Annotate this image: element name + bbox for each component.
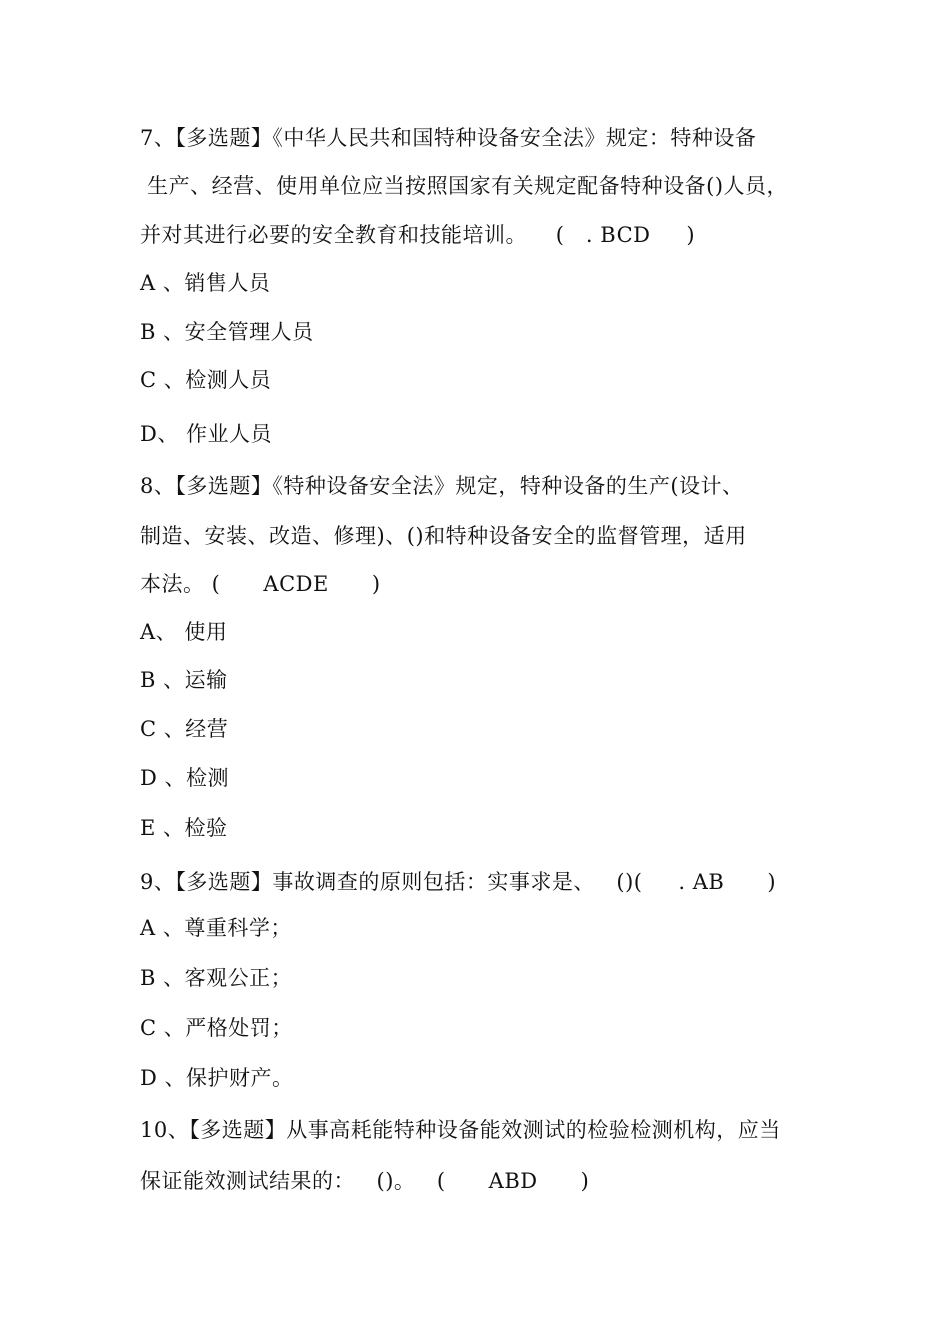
q8-option-c: C 、经营 (140, 717, 229, 741)
q9-stem-line-1: 9、【多选题】事故调查的原则包括：实事求是、 ()( . AB ) (140, 870, 777, 894)
q7-option-c: C 、检测人员 (140, 368, 272, 392)
q9-option-d: D 、保护财产。 (140, 1066, 294, 1090)
q7-stem-line-3: 并对其进行必要的安全教育和技能培训。 ( . BCD ) (140, 223, 696, 247)
q8-option-d: D 、检测 (140, 766, 230, 790)
q7-stem-line-2: 生产、经营、使用单位应当按照国家有关规定配备特种设备()人员， (140, 174, 789, 198)
q8-stem-line-1: 8、【多选题】《特种设备安全法》规定，特种设备的生产(设计、 (140, 474, 744, 498)
q8-stem-line-2: 制造、安装、改造、修理)、()和特种设备安全的监督管理，适用 (140, 524, 747, 548)
q7-option-a: A 、销售人员 (140, 271, 271, 295)
q10-stem-line-2: 保证能效测试结果的： ()。 ( ABD ) (140, 1169, 590, 1193)
q8-option-e: E 、检验 (140, 816, 228, 840)
q8-option-b: B 、运输 (140, 668, 228, 692)
q7-option-b: B 、安全管理人员 (140, 320, 314, 344)
q8-stem-line-3: 本法。 ( ACDE ) (140, 572, 381, 596)
q7-stem-line-1: 7、【多选题】《中华人民共和国特种设备安全法》规定：特种设备 (140, 126, 757, 150)
q9-option-b: B 、客观公正； (140, 966, 293, 990)
q7-option-d: D、 作业人员 (140, 422, 273, 446)
q8-option-a: A、 使用 (140, 620, 228, 644)
q9-option-c: C 、严格处罚； (140, 1016, 293, 1040)
q10-stem-line-1: 10、【多选题】从事高耗能特种设备能效测试的检验检测机构，应当 (140, 1118, 781, 1142)
q9-option-a: A 、尊重科学； (140, 916, 292, 940)
